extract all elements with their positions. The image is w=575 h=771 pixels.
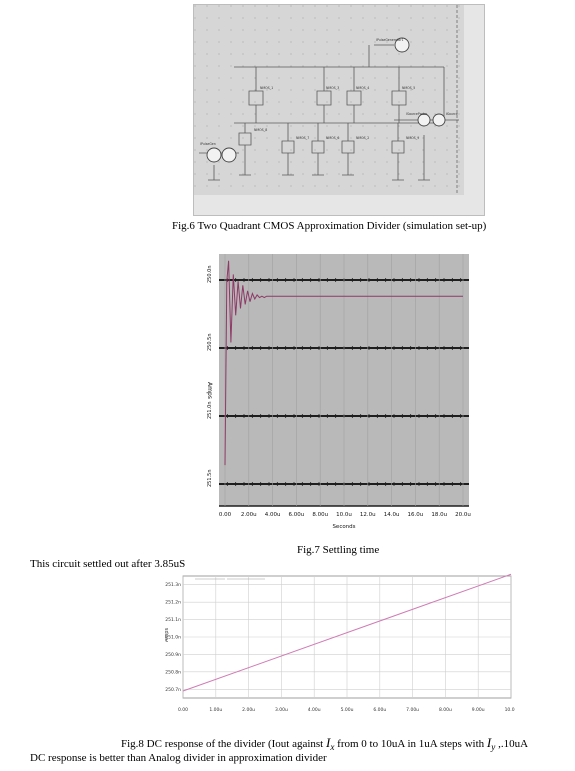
settling-note: This circuit settled out after 3.85uS bbox=[30, 558, 186, 570]
iy-subscript: y bbox=[491, 742, 496, 753]
iy-symbol: I bbox=[486, 735, 492, 750]
chart7-xtick-label: 18.0u bbox=[431, 512, 448, 518]
ix-symbol: I bbox=[326, 735, 331, 750]
settling-chart bbox=[203, 252, 473, 540]
svg-text:NMOS_6: NMOS_6 bbox=[326, 136, 340, 140]
chart8-xtick-label: 3.00u bbox=[274, 708, 288, 713]
chart8-xtick-label: 10.0 bbox=[504, 708, 515, 713]
chart8-xtick-label: 5.00u bbox=[340, 708, 354, 713]
svg-text:NMOS_3: NMOS_3 bbox=[326, 86, 340, 90]
chart8-ytick-label: 251.3n bbox=[165, 583, 181, 589]
svg-text:ISourceProbe: ISourceProbe bbox=[406, 112, 427, 116]
chart8-ytick-label: 251.2n bbox=[165, 600, 181, 606]
chart8-xtick-label: 2.00u bbox=[242, 708, 256, 713]
chart7-ylabel: Amps bbox=[206, 382, 213, 399]
chart8-ytick-label: 250.9n bbox=[165, 652, 181, 658]
schematic-image bbox=[193, 4, 485, 216]
svg-text:IPulseGenerator1: IPulseGenerator1 bbox=[376, 38, 404, 42]
chart7-ytick-label: 251.0n bbox=[207, 401, 213, 419]
svg-text:NMOS_2: NMOS_2 bbox=[356, 136, 370, 140]
chart7-xtick-label: 12.0u bbox=[359, 512, 376, 518]
chart7-xtick-label: 8.00u bbox=[312, 512, 329, 518]
caption-text-mid: from 0 to 10uA in 1uA steps with bbox=[334, 738, 487, 750]
chart8-xtick-label: 7.00u bbox=[406, 708, 420, 713]
chart8-ytick-label: 251.0n bbox=[165, 635, 181, 641]
chart7-xtick-label: 6.00u bbox=[288, 512, 305, 518]
chart8-xtick-label: 9.00u bbox=[471, 708, 485, 713]
svg-text:IPulseGen: IPulseGen bbox=[200, 142, 216, 146]
chart7-ytick-label: 250.5n bbox=[207, 333, 213, 351]
chart7-xtick-label: 10.0u bbox=[336, 512, 352, 518]
chart7-xlabel: Seconds bbox=[332, 524, 356, 530]
caption-text-pre: Fig.8 DC response of the divider (Iout against bbox=[121, 738, 326, 750]
chart7-xtick-label: 16.0u bbox=[407, 512, 424, 518]
dc-response-chart bbox=[165, 572, 515, 720]
chart8-xtick-label: 4.00u bbox=[307, 708, 321, 713]
chart8-xtick-label: 1.00u bbox=[209, 708, 223, 713]
svg-text:NMOS_7: NMOS_7 bbox=[296, 136, 310, 140]
chart7-xtick-label: 0.00 bbox=[218, 512, 232, 518]
svg-text:NMOS_9: NMOS_9 bbox=[406, 136, 420, 140]
chart7-xtick-label: 14.0u bbox=[383, 512, 400, 518]
svg-text:NMOS_1: NMOS_1 bbox=[260, 86, 274, 90]
chart8-ytick-label: 250.8n bbox=[165, 670, 181, 676]
chart7-ytick-label: 250.0n bbox=[207, 265, 213, 283]
figure-7-caption: Fig.7 Settling time bbox=[297, 544, 380, 556]
chart7-ytick-label: 251.5n bbox=[207, 469, 213, 487]
chart8-xtick-label: 0.00 bbox=[177, 708, 189, 713]
chart7-xtick-label: 2.00u bbox=[240, 512, 257, 518]
chart8-ytick-label: 250.7n bbox=[165, 687, 181, 693]
dc-response-chart-svg bbox=[165, 572, 515, 720]
svg-text:NMOS_4: NMOS_4 bbox=[356, 86, 370, 90]
settling-chart-svg bbox=[203, 252, 473, 540]
chart8-ytick-label: 251.1n bbox=[165, 618, 181, 624]
chart8-xtick-label: 6.00u bbox=[373, 708, 387, 713]
svg-text:NMOS_8: NMOS_8 bbox=[254, 128, 268, 132]
chart8-ylabel: Amps bbox=[165, 627, 170, 642]
svg-text:ISource: ISource bbox=[446, 112, 458, 116]
svg-text:NMOS_5: NMOS_5 bbox=[402, 86, 416, 90]
schematic-drawing bbox=[194, 5, 484, 215]
figure-6-caption: Fig.6 Two Quadrant CMOS Approximation Divider (simulation set-up) bbox=[172, 220, 487, 232]
ix-subscript: x bbox=[330, 742, 335, 753]
dc-response-note: DC response is better than Analog divider in approximation divider bbox=[30, 752, 327, 764]
chart8-xtick-label: 8.00u bbox=[438, 708, 452, 713]
figure-8-caption bbox=[121, 735, 528, 752]
chart7-xtick-label: 4.00u bbox=[264, 512, 281, 518]
chart7-xtick-label: 20.0u bbox=[455, 512, 471, 518]
caption-text-post: ,.10uA bbox=[495, 738, 529, 750]
